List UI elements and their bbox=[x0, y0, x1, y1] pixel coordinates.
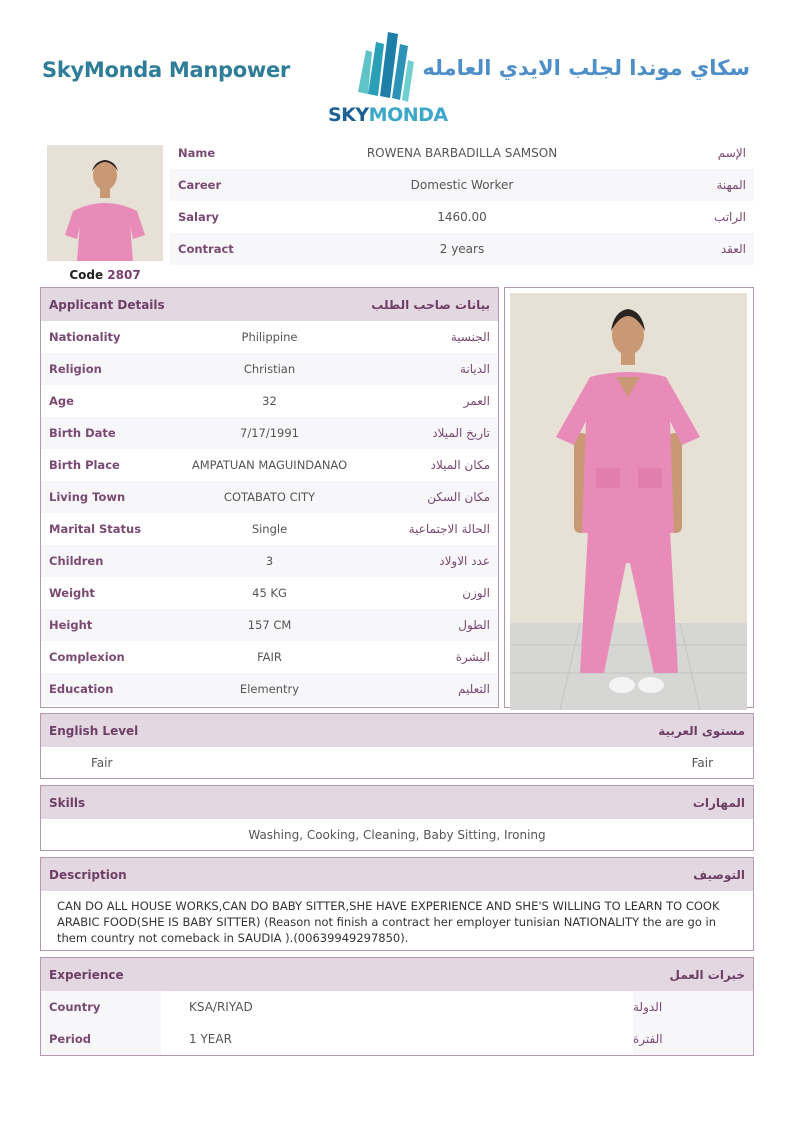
detail-label: Weight bbox=[49, 586, 95, 600]
detail-label: Height bbox=[49, 618, 93, 632]
summary-value: 2 years bbox=[439, 242, 485, 256]
detail-label-ar: الحالة الاجتماعية bbox=[408, 522, 490, 536]
detail-label: Nationality bbox=[49, 330, 121, 344]
detail-label-ar: مكان السكن bbox=[427, 490, 490, 504]
detail-label-ar: الجنسية bbox=[450, 330, 490, 344]
section-title-ar: التوصيف bbox=[693, 867, 745, 882]
section-title-ar: خبرات العمل bbox=[669, 967, 745, 982]
experience-label: Period bbox=[41, 1023, 161, 1055]
detail-row bbox=[41, 321, 498, 353]
experience-value: KSA/RIYAD bbox=[189, 1000, 253, 1014]
applicant-details-header bbox=[41, 288, 498, 321]
section-title-ar: بيانات صاحب الطلب bbox=[371, 297, 490, 312]
detail-label-ar: الديانة bbox=[459, 362, 490, 376]
skills-list: Washing, Cooking, Cleaning, Baby Sitting, Ironing bbox=[248, 828, 546, 842]
detail-label: Age bbox=[49, 394, 74, 408]
summary-label: Career bbox=[178, 178, 222, 192]
experience-header bbox=[41, 958, 753, 991]
applicant-details-rows bbox=[41, 321, 498, 705]
detail-label-ar: البشرة bbox=[455, 650, 490, 664]
logo-text: SKYMONDA bbox=[328, 104, 448, 126]
description-text: CAN DO ALL HOUSE WORKS,CAN DO BABY SITTER,SHE HAVE EXPERIENCE AND SHE'S WILLING TO LEARN TO COOK ARABIC FOOD(SHE IS BABY SITTER) (Reason not finish a contract her employer tunisian NATIONALITY the are go in them country not comeback in SAUDIA ).(00639949297850). bbox=[57, 899, 720, 945]
section-title-ar: مستوى العربية bbox=[658, 723, 745, 738]
summary-row bbox=[170, 137, 754, 169]
applicant-details-panel bbox=[40, 287, 499, 708]
detail-label: Children bbox=[49, 554, 104, 568]
applicant-code: Code 2807 bbox=[69, 268, 141, 282]
detail-value: 45 KG bbox=[252, 586, 287, 600]
detail-label-ar: الطول bbox=[458, 618, 490, 632]
summary-value: ROWENA BARBADILLA SAMSON bbox=[366, 146, 558, 160]
applicant-full-photo bbox=[510, 293, 747, 710]
summary-value: 1460.00 bbox=[437, 210, 487, 224]
section-title: Experience bbox=[49, 967, 124, 982]
detail-label: Birth Date bbox=[49, 426, 116, 440]
detail-row bbox=[41, 545, 498, 577]
detail-row bbox=[41, 513, 498, 545]
english-level-panel bbox=[40, 713, 754, 779]
detail-value: 32 bbox=[262, 394, 277, 408]
summary-label-ar: الراتب bbox=[713, 210, 746, 224]
experience-panel bbox=[40, 957, 754, 1056]
section-title: Applicant Details bbox=[49, 297, 165, 312]
detail-value: FAIR bbox=[257, 650, 282, 664]
detail-value: AMPATUAN MAGUINDANAO bbox=[191, 458, 348, 472]
detail-label-ar: مكان الميلاد bbox=[430, 458, 490, 472]
detail-row bbox=[41, 673, 498, 705]
summary-label-ar: المهنة bbox=[716, 178, 746, 192]
detail-row bbox=[41, 481, 498, 513]
detail-label: Birth Place bbox=[49, 458, 120, 472]
detail-row bbox=[41, 417, 498, 449]
detail-row bbox=[41, 449, 498, 481]
detail-row bbox=[41, 353, 498, 385]
english-level-value: Fair bbox=[91, 756, 113, 770]
applicant-thumbnail bbox=[47, 145, 163, 261]
detail-label-ar: الوزن bbox=[462, 586, 490, 600]
detail-value: Philippine bbox=[241, 330, 298, 344]
detail-value: 7/17/1991 bbox=[240, 426, 299, 440]
detail-label-ar: العمر bbox=[463, 394, 490, 408]
page-header bbox=[0, 0, 794, 135]
detail-value: Single bbox=[251, 522, 288, 536]
experience-row bbox=[41, 991, 753, 1023]
summary-label-ar: الإسم bbox=[717, 146, 746, 160]
summary-row bbox=[170, 233, 754, 265]
description-header bbox=[41, 858, 753, 891]
experience-label: Country bbox=[41, 991, 161, 1023]
experience-label-ar: الدولة bbox=[633, 991, 753, 1023]
description-panel bbox=[40, 857, 754, 951]
summary-row bbox=[170, 201, 754, 233]
experience-row bbox=[41, 1023, 753, 1055]
section-title: Skills bbox=[49, 795, 86, 810]
detail-label-ar: تاريخ الميلاد bbox=[432, 426, 490, 440]
detail-row bbox=[41, 641, 498, 673]
section-title: Description bbox=[49, 867, 127, 882]
detail-label: Marital Status bbox=[49, 522, 142, 536]
detail-value: Elementry bbox=[239, 682, 300, 696]
english-level-values bbox=[41, 747, 753, 779]
detail-value: Christian bbox=[243, 362, 296, 376]
skills-header bbox=[41, 786, 753, 819]
detail-label-ar: عدد الاولاد bbox=[439, 554, 490, 568]
summary-label: Name bbox=[178, 146, 216, 160]
summary-row bbox=[170, 169, 754, 201]
section-title: English Level bbox=[49, 723, 139, 738]
skills-panel bbox=[40, 785, 754, 851]
detail-row bbox=[41, 609, 498, 641]
applicant-photo-panel bbox=[504, 287, 754, 708]
detail-label-ar: التعليم bbox=[458, 682, 490, 696]
brand-name-english: SkyMonda Manpower bbox=[42, 58, 290, 82]
english-level-header bbox=[41, 714, 753, 747]
detail-row bbox=[41, 577, 498, 609]
experience-value: 1 YEAR bbox=[189, 1032, 232, 1046]
experience-label-ar: الفترة bbox=[633, 1023, 753, 1055]
summary-label: Contract bbox=[178, 242, 234, 256]
summary-label-ar: العقد bbox=[720, 242, 746, 256]
brand-name-arabic: سكاي موندا لجلب الايدي العامله bbox=[422, 56, 750, 80]
detail-label: Religion bbox=[49, 362, 102, 376]
detail-label: Education bbox=[49, 682, 114, 696]
detail-row bbox=[41, 385, 498, 417]
detail-value: 157 CM bbox=[247, 618, 292, 632]
detail-value: 3 bbox=[265, 554, 274, 568]
detail-value: COTABATO CITY bbox=[223, 490, 316, 504]
summary-value: Domestic Worker bbox=[410, 178, 514, 192]
arabic-level-value: Fair bbox=[691, 756, 713, 770]
summary-label: Salary bbox=[178, 210, 219, 224]
section-title-ar: المهارات bbox=[692, 795, 745, 810]
detail-label: Complexion bbox=[49, 650, 125, 664]
summary-table bbox=[170, 137, 754, 265]
detail-label: Living Town bbox=[49, 490, 126, 504]
